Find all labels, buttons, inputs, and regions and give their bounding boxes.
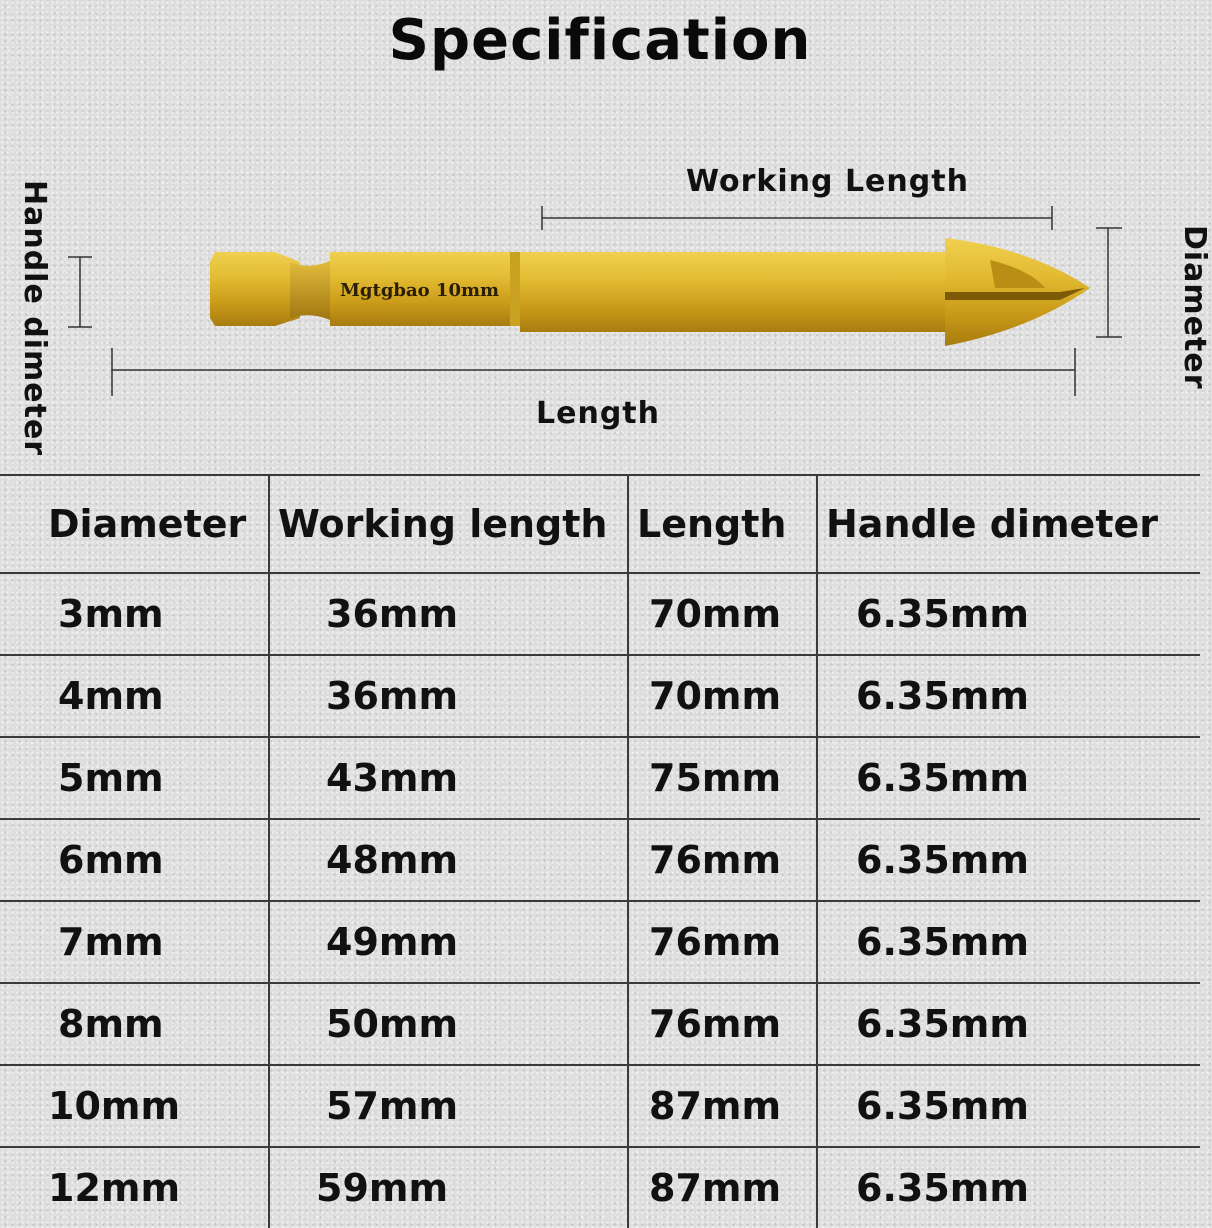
header-diameter: Diameter bbox=[0, 475, 269, 573]
length-label: Length bbox=[536, 396, 660, 431]
cell-working-length: 50mm bbox=[269, 983, 628, 1065]
cell-working-length: 36mm bbox=[269, 655, 628, 737]
cell-handle-dimeter: 6.35mm bbox=[817, 819, 1200, 901]
cell-handle-dimeter: 6.35mm bbox=[817, 655, 1200, 737]
cell-length: 70mm bbox=[628, 573, 817, 655]
cell-length: 87mm bbox=[628, 1147, 817, 1228]
cell-working-length: 43mm bbox=[269, 737, 628, 819]
working-length-dimension bbox=[542, 206, 1052, 230]
cell-length: 87mm bbox=[628, 1065, 817, 1147]
table-row bbox=[0, 655, 1200, 737]
table-row bbox=[0, 901, 1200, 983]
header-length: Length bbox=[628, 475, 817, 573]
cell-working-length: 49mm bbox=[269, 901, 628, 983]
cell-diameter: 3mm bbox=[0, 573, 269, 655]
cell-length: 76mm bbox=[628, 983, 817, 1065]
drill-bit bbox=[210, 238, 1090, 346]
table-row bbox=[0, 819, 1200, 901]
cell-working-length: 59mm bbox=[269, 1147, 628, 1228]
bit-engraving: Mgtgbao 10mm bbox=[340, 280, 500, 301]
table-row bbox=[0, 573, 1200, 655]
cell-diameter: 5mm bbox=[0, 737, 269, 819]
cell-working-length: 48mm bbox=[269, 819, 628, 901]
working-length-label: Working Length bbox=[686, 164, 969, 199]
cell-working-length: 36mm bbox=[269, 573, 628, 655]
cell-working-length: 57mm bbox=[269, 1065, 628, 1147]
cell-diameter: 7mm bbox=[0, 901, 269, 983]
table-row bbox=[0, 983, 1200, 1065]
cell-handle-dimeter: 6.35mm bbox=[817, 901, 1200, 983]
cell-length: 70mm bbox=[628, 655, 817, 737]
table-row bbox=[0, 1065, 1200, 1147]
diameter-label: Diameter bbox=[1177, 225, 1212, 390]
cell-handle-dimeter: 6.35mm bbox=[817, 573, 1200, 655]
page-title: Specification bbox=[388, 8, 812, 73]
cell-diameter: 4mm bbox=[0, 655, 269, 737]
handle-dimeter-label: Handle dimeter bbox=[17, 180, 52, 457]
diameter-dimension bbox=[1096, 228, 1122, 337]
cell-length: 76mm bbox=[628, 819, 817, 901]
cell-handle-dimeter: 6.35mm bbox=[817, 1065, 1200, 1147]
cell-diameter: 8mm bbox=[0, 983, 269, 1065]
header-working-length: Working length bbox=[269, 475, 628, 573]
table-header-row bbox=[0, 475, 1200, 573]
cell-handle-dimeter: 6.35mm bbox=[817, 983, 1200, 1065]
table-row bbox=[0, 737, 1200, 819]
cell-handle-dimeter: 6.35mm bbox=[817, 1147, 1200, 1228]
cell-diameter: 12mm bbox=[0, 1147, 269, 1228]
length-dimension bbox=[112, 348, 1075, 396]
table-row bbox=[0, 1147, 1200, 1228]
specification-table bbox=[0, 474, 1200, 1228]
cell-handle-dimeter: 6.35mm bbox=[817, 737, 1200, 819]
cell-length: 76mm bbox=[628, 901, 817, 983]
cell-length: 75mm bbox=[628, 737, 817, 819]
header-handle-dimeter: Handle dimeter bbox=[817, 475, 1200, 573]
cell-diameter: 10mm bbox=[0, 1065, 269, 1147]
handle-dimension bbox=[68, 257, 92, 327]
cell-diameter: 6mm bbox=[0, 819, 269, 901]
